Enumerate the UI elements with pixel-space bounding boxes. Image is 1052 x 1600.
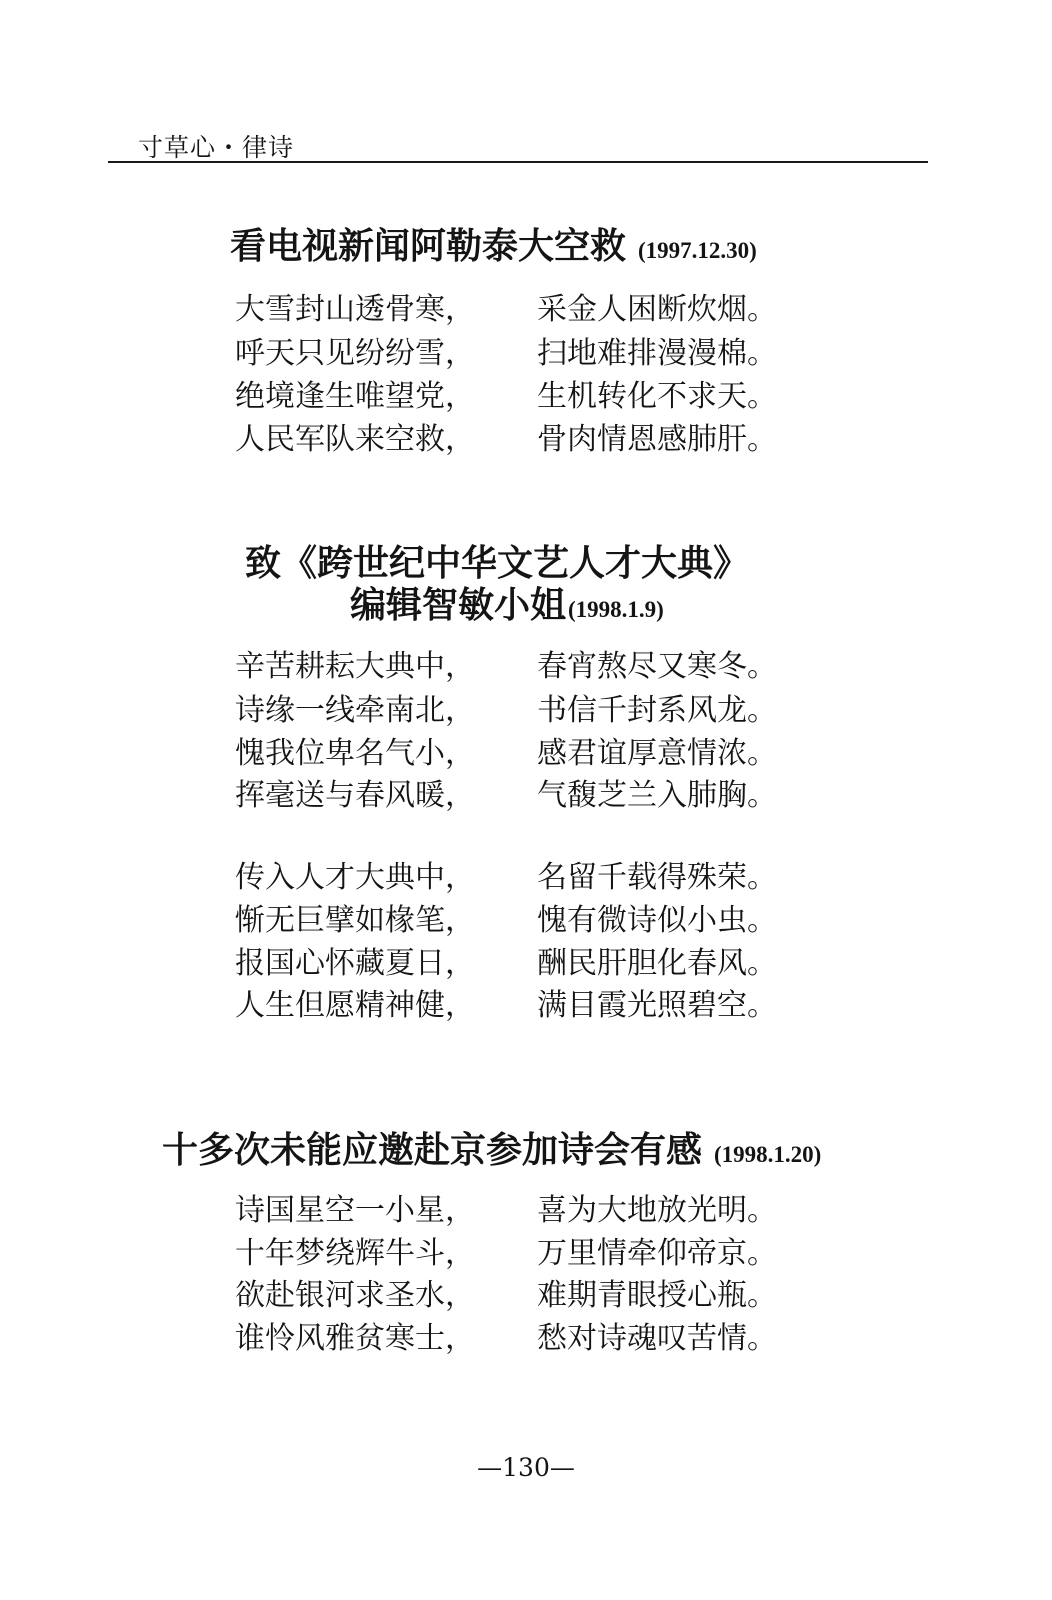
poem-1-line-3b: 生机转化不求天。 — [537, 379, 777, 414]
poem-3-line-2b: 万里情牵仰帝京。 — [537, 1236, 777, 1271]
poem-2-line-8a: 人生但愿精神健， — [235, 988, 475, 1023]
poem-2-title-text: 编辑智敏小姐 — [350, 585, 567, 626]
poem-3-title — [162, 1122, 821, 1173]
poem-2-line-5b: 名留千载得殊荣。 — [537, 860, 777, 895]
poem-3-line-2a: 十年梦绕辉牛斗， — [235, 1236, 475, 1271]
poem-1-line-1a: 大雪封山透骨寒， — [235, 292, 475, 327]
poem-2-line-3b: 感君谊厚意情浓。 — [537, 736, 777, 771]
poem-3-line-1b: 喜为大地放光明。 — [537, 1193, 777, 1228]
poem-1-line-2a: 呼天只见纷纷雪， — [235, 336, 475, 371]
poem-1-line-4b: 骨肉情恩感肺肝。 — [537, 422, 777, 457]
poem-2-line-1b: 春宵熬尽又寒冬。 — [537, 649, 777, 684]
poem-2-line-3a: 愧我位卑名气小， — [235, 736, 475, 771]
poem-1-title-text: 看电视新闻阿勒泰大空救 — [230, 226, 627, 267]
poem-1-date: (1997.12.30) — [638, 238, 757, 263]
poem-3-line-4a: 谁怜风雅贫寒士， — [235, 1321, 475, 1356]
poem-1-line-4a: 人民军队来空救， — [235, 422, 475, 457]
poem-1-title — [230, 218, 757, 269]
poem-3-date: (1998.1.20) — [714, 1142, 822, 1167]
poem-2-line-5a: 传入人才大典中， — [235, 860, 475, 895]
poem-2-line-4a: 挥毫送与春风暖， — [235, 778, 475, 813]
header-rule — [108, 161, 928, 163]
poem-2-line-7a: 报国心怀藏夏日， — [235, 946, 475, 981]
poem-1-line-2b: 扫地难排漫漫棉。 — [537, 336, 777, 371]
running-header: 寸草心・律诗 — [138, 133, 295, 162]
poem-2-line-6a: 惭无巨擘如椽笔， — [235, 903, 475, 938]
poem-1-line-1b: 采金人困断炊烟。 — [537, 292, 777, 327]
page-number: —130— — [477, 1453, 575, 1482]
poem-2-line-4b: 气馥芝兰入肺胸。 — [537, 778, 777, 813]
poem-2-line-7b: 酬民肝胆化春风。 — [537, 946, 777, 981]
poem-3-title-text: 十多次未能应邀赴京参加诗会有感 — [162, 1130, 703, 1171]
poem-3-line-4b: 愁对诗魂叹苦情。 — [537, 1321, 777, 1356]
poem-2-date: (1998.1.9) — [568, 597, 664, 622]
poem-3-line-1a: 诗国星空一小星， — [235, 1193, 475, 1228]
poem-2-line-8b: 满目霞光照碧空。 — [537, 988, 777, 1023]
poem-3-line-3b: 难期青眼授心瓶。 — [537, 1278, 777, 1313]
poem-2-line-2a: 诗缘一线牵南北， — [235, 693, 475, 728]
poem-1-line-3a: 绝境逢生唯望党， — [235, 379, 475, 414]
poem-2-line-2b: 书信千封系风龙。 — [537, 693, 777, 728]
poem-2-title-line-1: 致《跨世纪中华文艺人才大典》 — [245, 543, 750, 584]
poem-2-line-1a: 辛苦耕耘大典中， — [235, 649, 475, 684]
poem-2-title-line-2 — [350, 577, 664, 628]
poem-2-line-6b: 愧有微诗似小虫。 — [537, 903, 777, 938]
poem-3-line-3a: 欲赴银河求圣水， — [235, 1278, 475, 1313]
